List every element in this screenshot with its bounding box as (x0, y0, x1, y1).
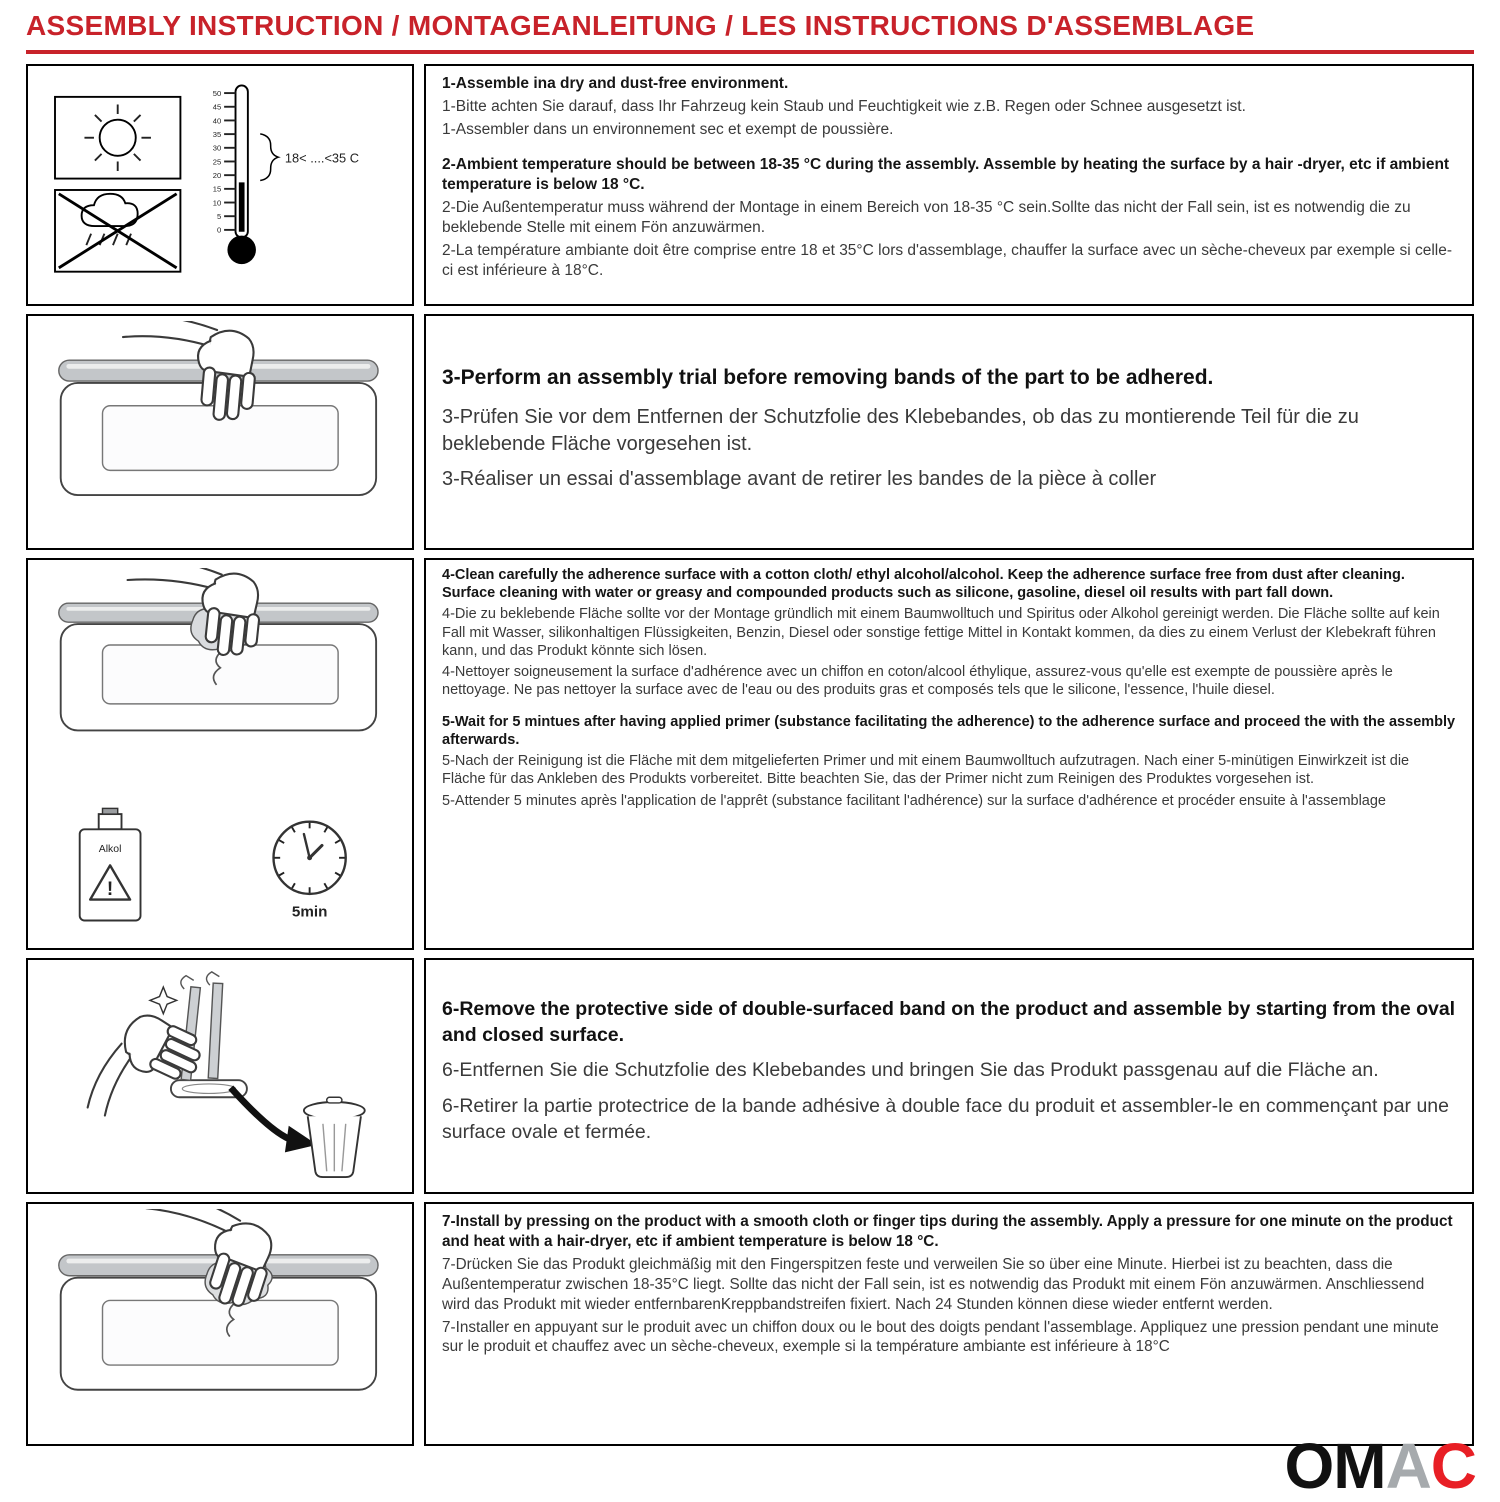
alcohol-bottle-icon (79, 808, 140, 920)
sec1-item1-de: 1-Bitte achten Sie darauf, dass Ihr Fahrzeug kein Staub und Feuchtigkeit wie z.B. Regen oder Schnee ausgesetzt ist. (442, 98, 1246, 116)
trial-fit-illustration (36, 321, 405, 544)
thermo-tick: 45 (212, 102, 221, 112)
sec1-item2-fr: 2-La température ambiante doit être comprise entre 18 et 35°C lors d'assemblage, chauffer la surface avec un sèche-cheveux par exemple si celle-ci est inférieure à 18°C. (442, 242, 1453, 280)
thermo-tick: 0 (216, 225, 221, 235)
thermo-tick: 20 (212, 170, 221, 180)
sec2-item3-fr: 3-Réaliser un essai d'assemblage avant de retirer les bandes de la pièce à coller (442, 467, 1157, 490)
sec1-item1-fr: 1-Assembler dans un environnement sec et exempt de poussière. (442, 121, 894, 139)
sec4-item6-en: 6-Remove the protective side of double-surfaced band on the product and assemble by starting from the oval and closed surface. (442, 997, 1456, 1046)
sec2-item3-en: 3-Perform an assembly trial before removing bands of the part to be adhered. (442, 365, 1214, 389)
section-1-text (424, 64, 1474, 306)
section-4-illustration (26, 958, 414, 1194)
section-2-text (424, 314, 1474, 550)
sun-icon (55, 97, 180, 179)
title-underline (26, 50, 1474, 54)
section-3-text (424, 558, 1474, 950)
no-rain-icon (55, 190, 180, 272)
section-4-text (424, 958, 1474, 1194)
thermo-tick: 5 (216, 212, 221, 222)
logo-part-red: C (1430, 1430, 1476, 1502)
logo-part-grey: A (1385, 1430, 1431, 1502)
press-install-illustration (36, 1209, 405, 1439)
section-5-text (424, 1202, 1474, 1446)
sec1-item2-de: 2-Die Außentemperatur muss während der Montage in einem Bereich von 18-35 °C sein.Sollte das nicht der Fall sein, ist es notwendig die zu beklebende Stelle mit einem Fön anzuwärmen. (442, 198, 1411, 237)
tape-removal-illustration (36, 965, 405, 1188)
sec3-item4-en: 4-Clean carefully the adherence surface with a cotton cloth/ ethyl alcohol/alcohol. Keep the adherence surface free from dust after cleaning. Surface cleaning with water or greasy and compounded products such as silicone, gasoline, diesel oil results with part fall down. (442, 567, 1405, 602)
omac-logo (1284, 1430, 1476, 1502)
sparkle-icon (150, 987, 177, 1014)
thermo-tick: 40 (212, 116, 221, 126)
sec3-item5-en: 5-Wait for 5 mintues after having applied primer (substance facilitating the adherence) to the adherence surface and proceed the with the assembly afterwards. (442, 714, 1456, 749)
section-3-illustration (26, 558, 414, 950)
bottle-label: Alkol (98, 844, 122, 856)
trash-can-icon (304, 1097, 365, 1177)
thermo-tick: 30 (212, 143, 221, 153)
thermo-tick: 50 (212, 88, 221, 98)
sec3-item5-de: 5-Nach der Reinigung ist die Fläche mit dem mitgelieferten Primer und mit einem Baumwolltuch aufzutragen. Nach einer 5-minütigen Einwirkzeit ist die Fläche für das Ankleben des Produkts vorbereitet. Bitte beachten Sie, das der Primer nicht zum Reinigen des Produktes vorgesehen ist. (442, 753, 1410, 788)
thermo-tick: 35 (212, 129, 221, 139)
section-2-row (26, 314, 1474, 550)
arrow-icon (230, 1088, 294, 1141)
sec3-item4-fr: 4-Nettoyer soigneusement la surface d'adhérence avec un chiffon en coton/alcool éthylique, assurez-vous qu'elle est exempte de poussière après le nettoyage. Ne pas nettoyer la surface avec de l'eau ou des produits gras et composés tels que le silicone, l'essence, l'huile diesel. (442, 663, 1393, 698)
thermo-tick: 15 (212, 184, 221, 194)
sec5-item7-de: 7-Drücken Sie das Produkt gleichmäßig mit den Fingerspitzen feste und verweilen Sie so über eine Minute. Hierbei ist zu beachten, dass die Außentemperatur zwischen 18-35°C liegt. Sollte das nicht der Fall sein, ist es notwendig das Produkt mit einem Fön anzuwärmen. Anschliessend wird das Produkt mit wieder entfernbarenKreppbandstreifen fixiert. Nach 24 Stunden können diese wieder entfernt werden. (442, 1255, 1425, 1313)
sec2-item3-de: 3-Prüfen Sie vor dem Entfernen der Schutzfolie des Klebebandes, ob das zu montierende Teil für die zu beklebende Fläche vorgesehen ist. (442, 406, 1359, 455)
sec5-item7-fr: 7-Installer en appuyant sur le produit avec un chiffon doux ou le bout des doigts pendant l'assemblage. Appliquez une pression pendant une minute sur le produit et chauffez avec un sèche-cheveux, exemple si la température ambiante est inférieure à 18°C (442, 1318, 1439, 1356)
thermometer-icon (212, 85, 358, 264)
section-2-illustration (26, 314, 414, 550)
sec1-item2-en: 2-Ambient temperature should be between 18-35 °C during the assembly. Assemble by heating the surface by a hair -dryer, etc if ambient temperature is below 18 °C. (442, 155, 1450, 193)
clock-icon (273, 822, 345, 921)
section-3-row (26, 558, 1474, 950)
logo-part-black: OM (1284, 1430, 1386, 1502)
thermo-tick: 10 (212, 198, 221, 208)
section-4-row (26, 958, 1474, 1194)
temp-range-label: 18< ....<35 C (284, 150, 359, 166)
section-1-illustration (26, 64, 414, 306)
section-5-row (26, 1202, 1474, 1446)
page-title: ASSEMBLY INSTRUCTION / MONTAGEANLEITUNG / LES INSTRUCTIONS D'ASSEMBLAGE (26, 10, 1255, 41)
sec1-item1-en: 1-Assemble ina dry and dust-free environment. (442, 75, 789, 93)
sec4-item6-fr: 6-Retirer la partie protectrice de la bande adhésive à double face du produit et assembler-le en commençant par une surface ovale et fermée. (442, 1095, 1450, 1143)
section-5-illustration (26, 1202, 414, 1446)
sec4-item6-de: 6-Entfernen Sie die Schutzfolie des Klebebandes und bringen Sie das Produkt passgenau auf die Fläche an. (442, 1059, 1379, 1082)
sec3-item4-de: 4-Die zu beklebende Fläche sollte vor der Montage gründlich mit einem Baumwolltuch und Spiritus oder Alkohol gereinigt werden. Die Fläche sollte auf kein Fall mit Wasser, silikonhaltigen Flüssigkeiten, Benzin, Diesel oder sonstige fettige Mittel in Kontakt kommen, da dies zu einem Verlust der Klebekraft führen kann, und das Produkt könnte sich lösen. (442, 606, 1440, 659)
sec5-item7-en: 7-Install by pressing on the product with a smooth cloth or finger tips during the assembly. Apply a pressure for one minute on the product and heat with a hair-dryer, etc if ambient temperature is below 18 °C. (442, 1213, 1453, 1251)
surface-cleaning-illustration (36, 568, 405, 940)
environment-illustration (36, 71, 405, 299)
sec3-item5-fr: 5-Attender 5 minutes après l'application de l'apprêt (substance facilitant l'adhérence) sur la surface d'adhérence et procéder ensuite à l'assemblage (442, 792, 1387, 809)
warning-mark: ! (106, 878, 113, 900)
wait-time-label: 5min (291, 903, 328, 921)
section-1-row (26, 64, 1474, 306)
thermo-tick: 25 (212, 157, 221, 167)
